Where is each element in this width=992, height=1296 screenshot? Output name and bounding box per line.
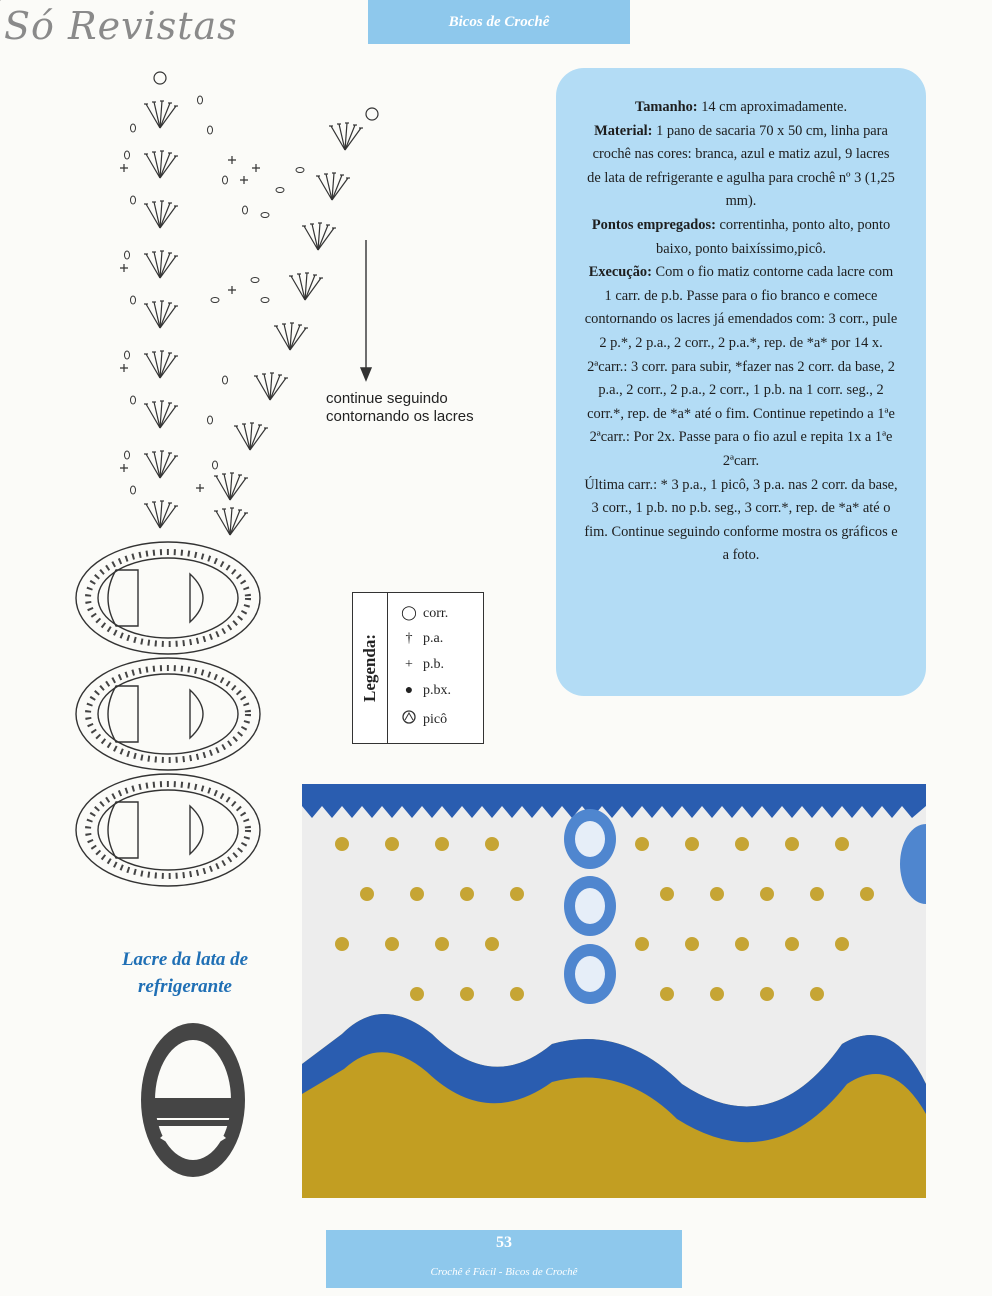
size-value: 14 cm aproximadamente. — [697, 99, 848, 115]
stitch-column-left — [0, 0, 363, 535]
legend-item-slip — [399, 683, 451, 699]
tab-caption: Lacre da lata de refrigerante — [121, 949, 249, 997]
single-crochet-icon: + — [405, 657, 413, 672]
treble-stitch-icon: † — [405, 631, 413, 646]
execution-label: Execução: — [588, 264, 652, 281]
page-number: 53 — [496, 1234, 512, 1251]
chain-stitch-icon: ◯ — [401, 606, 417, 621]
instructions-text — [584, 96, 898, 568]
legend-item-treble: † p.a. — [399, 631, 443, 647]
chain-stitch-marks — [125, 96, 305, 494]
slip-stitch-icon: ● — [404, 683, 414, 698]
soda-tab-illustration — [138, 1020, 248, 1180]
picot-icon — [399, 709, 419, 730]
picot-marks — [154, 72, 378, 120]
material-label: Material: — [594, 122, 653, 139]
last-row-text: Última carr.: * 3 p.a., 1 picô, 3 p.a. nas 2 corr. da base, 3 corr., 1 p.b. no p.b. seg., 3 corr.*, rep. de *a* até o fim. Continue seguindo conforme mostra os gráficos e a foto. — [584, 476, 898, 564]
watermark: Só Revistas — [4, 4, 238, 48]
product-photo — [302, 784, 926, 1198]
tab-ring-diagrams — [76, 542, 260, 886]
crochet-diagram — [0, 0, 560, 900]
size-label: Tamanho: — [634, 99, 698, 115]
legend-item-picot: picô — [399, 709, 447, 730]
diagram-note: continue seguindo contornando os lacres — [326, 390, 474, 425]
stitches-value: correntinha, ponto alto, ponto baixo, ponto baixíssimo,picô. — [656, 216, 891, 257]
slip-stitch-label: p.bx. — [423, 683, 451, 698]
execution-value: Com o fio matiz contorne cada lacre com 1 carr. de p.b. Passe para o fio branco e comece contornando os lacres já emendados com: 3 corr., pule 2 p.*, 2 p.a., 2 corr., 2 p.a.*, rep. de *a* por 14 x. 2ªcarr.: 3 corr. para subir, *fazer nas 2 corr. da base, 2 p.a., 2 corr., 2 p.a., 2 corr., 1 p.b. na 1 corr. seg., 2 corr.*, rep. de *a* até o fim. Continue repetindo a 1ªe 2ªcarr.: Por 2x. Passe para o fio azul e repita 1x a 1ªe 2ªcarr. — [584, 264, 898, 469]
direction-arrow — [361, 240, 371, 380]
material-value: 1 pano de sacaria 70 x 50 cm, linha para crochê nas cores: branca, azul e matiz azul, 9 lacres de lata de refrigerante e agulha para crochê nº 3 (1,25 mm). — [587, 122, 895, 210]
legend-title: Legenda: — [353, 593, 388, 743]
section-title: Bicos de Crochê — [448, 13, 550, 30]
legend-box — [352, 592, 484, 744]
publication-name: Crochê é Fácil - Bicos de Crochê — [430, 1266, 578, 1278]
stitches-label: Pontos empregados: — [591, 216, 716, 233]
single-crochet-marks — [120, 156, 260, 492]
legend-item-single: + p.b. — [399, 657, 444, 673]
legend-item-chain: ◯ corr. — [399, 605, 448, 622]
